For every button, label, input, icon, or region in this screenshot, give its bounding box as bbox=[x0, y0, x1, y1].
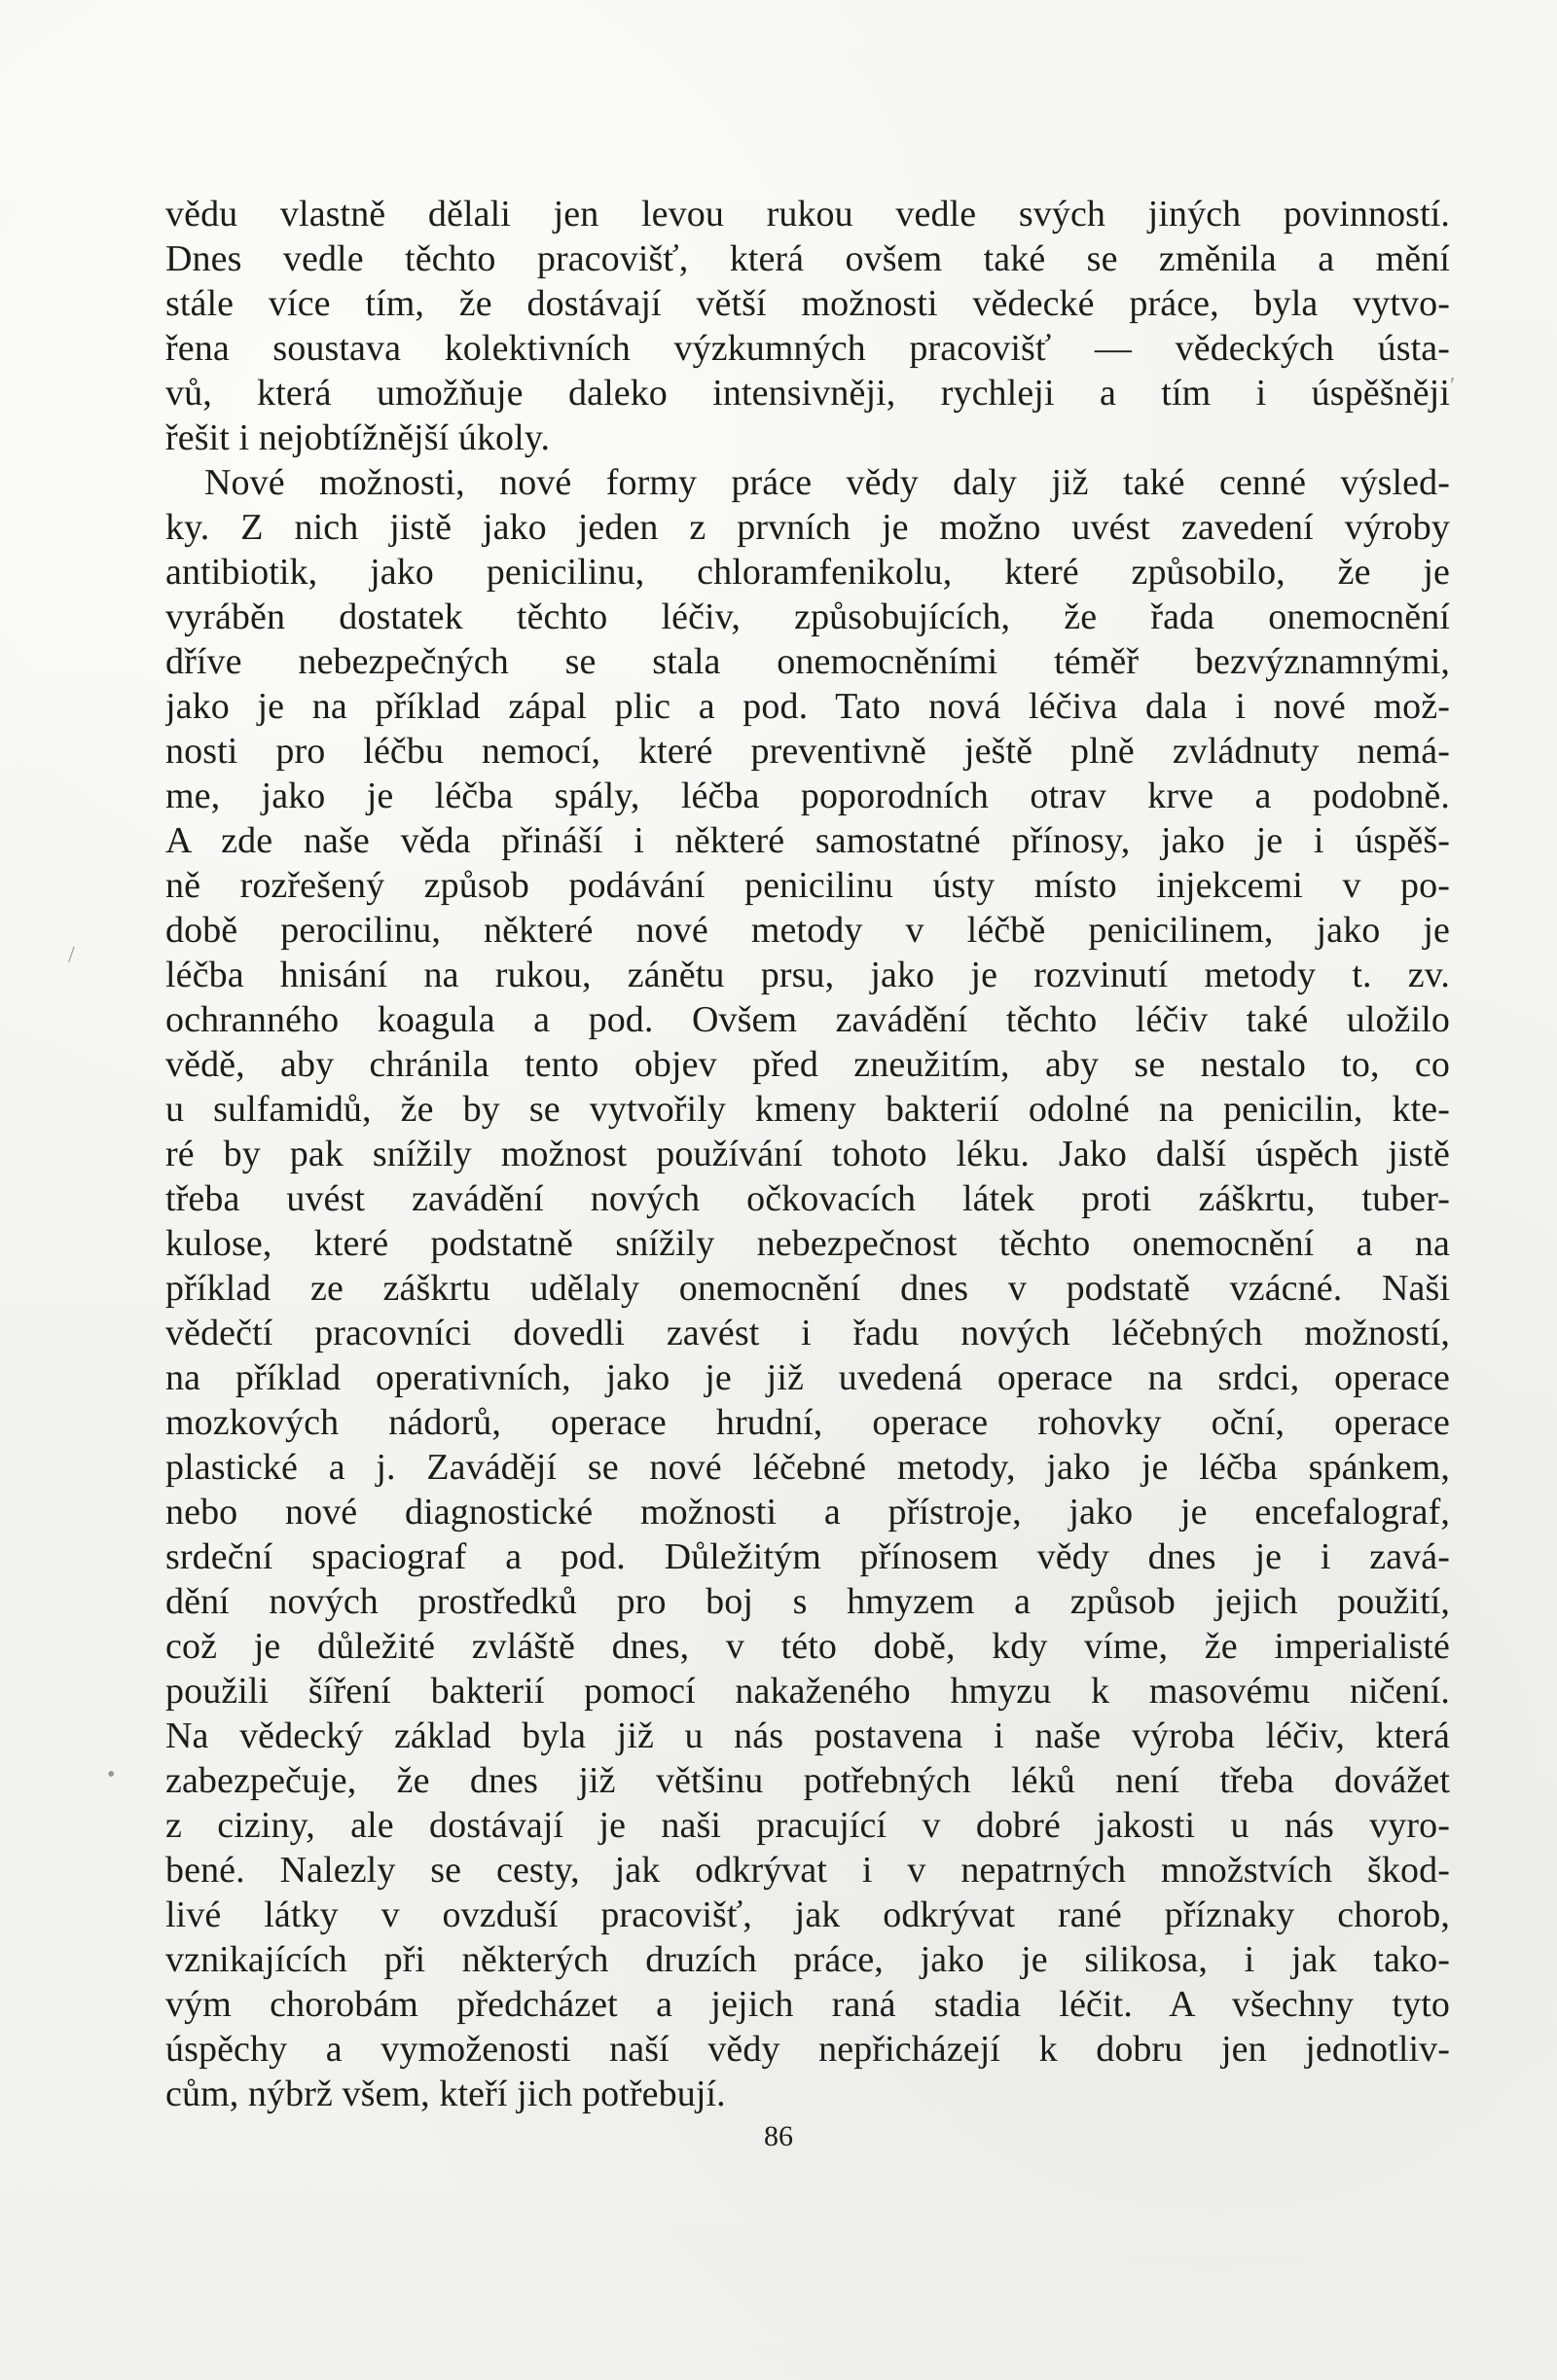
text-line: kulose, které podstatně snížily nebezpečnost těchto onemocnění a na bbox=[165, 1223, 1450, 1264]
text-line: dění nových prostředků pro boj s hmyzem a způsob jejich použití, bbox=[165, 1581, 1450, 1622]
text-line: řešit i nejobtížnější úkoly. bbox=[165, 417, 551, 458]
text-line: nebo nové diagnostické možnosti a přístroje, jako je encefalograf, bbox=[165, 1492, 1450, 1533]
text-line: nosti pro léčbu nemocí, které preventivně ještě plně zvládnuty nemá- bbox=[165, 731, 1450, 772]
text-line: zabezpečuje, že dnes již většinu potřebných léků není třeba dovážet bbox=[165, 1760, 1450, 1801]
text-line: vznikajících při některých druzích práce, jako je silikosa, i jak tako- bbox=[165, 1939, 1450, 1980]
text-line: vým chorobám předcházet a jejich raná stadia léčit. A všechny tyto bbox=[165, 1984, 1450, 2025]
text-line: u sulfamidů, že by se vytvořily kmeny bakterií odolné na penicilin, kte- bbox=[165, 1089, 1450, 1130]
text-line: léčba hnisání na rukou, zánětu prsu, jako je rozvinutí metody t. zv. bbox=[165, 955, 1450, 995]
text-line: což je důležité zvláště dnes, v této době, kdy víme, že imperialisté bbox=[165, 1626, 1450, 1667]
text-line: ochranného koagula a pod. Ovšem zavádění těchto léčiv také uložilo bbox=[165, 999, 1450, 1040]
text-line: vů, která umožňuje daleko intensivněji, rychleji a tím i úspěšněji bbox=[165, 373, 1450, 414]
scan-mark: / bbox=[68, 943, 75, 968]
text-line: Na vědecký základ byla již u nás postavena i naše výroba léčiv, která bbox=[165, 1715, 1450, 1756]
text-line: vyráběn dostatek těchto léčiv, způsobujících, že řada onemocnění bbox=[165, 596, 1450, 637]
text-line: vědě, aby chránila tento objev před zneužitím, aby se nestalo to, co bbox=[165, 1044, 1450, 1085]
text-line: době perocilinu, některé nové metody v léčbě penicilinem, jako je bbox=[165, 910, 1450, 951]
text-line: stále více tím, že dostávají větší možnosti vědecké práce, byla vytvo- bbox=[165, 283, 1450, 324]
text-line: antibiotik, jako penicilinu, chloramfenikolu, které způsobilo, že je bbox=[165, 552, 1450, 593]
text-line: vědečtí pracovníci dovedli zavést i řadu nových léčebných možností, bbox=[165, 1313, 1450, 1353]
text-line: bené. Nalezly se cesty, jak odkrývat i v nepatrných množstvích škod- bbox=[165, 1850, 1450, 1891]
text-line: příklad ze záškrtu udělaly onemocnění dnes v podstatě vzácné. Naši bbox=[165, 1268, 1450, 1309]
text-line: ky. Z nich jistě jako jeden z prvních je možno uvést zavedení výroby bbox=[165, 507, 1450, 548]
body-text bbox=[165, 192, 1450, 2116]
text-line: třeba uvést zavádění nových očkovacích látek proti záškrtu, tuber- bbox=[165, 1178, 1450, 1219]
text-line: srdeční spaciograf a pod. Důležitým přínosem vědy dnes je i zavá- bbox=[165, 1536, 1450, 1577]
text-line: řena soustava kolektivních výzkumných pracovišť — vědeckých ústa- bbox=[165, 328, 1450, 369]
scan-mark: • bbox=[107, 1762, 116, 1787]
text-line: Nové možnosti, nové formy práce vědy daly již také cenné výsled- bbox=[204, 462, 1450, 503]
text-line: mozkových nádorů, operace hrudní, operace rohovky oční, operace bbox=[165, 1402, 1450, 1443]
text-line: cům, nýbrž všem, kteří jich potřebují. bbox=[165, 2073, 726, 2114]
text-line: livé látky v ovzduší pracovišť, jak odkrývat rané příznaky chorob, bbox=[165, 1894, 1450, 1935]
text-line: z ciziny, ale dostávají je naši pracující v dobré jakosti u nás vyro- bbox=[165, 1805, 1450, 1846]
text-line: ré by pak snížily možnost používání tohoto léku. Jako další úspěch jistě bbox=[165, 1134, 1450, 1174]
text-line: ně rozřešený způsob podávání penicilinu ústy místo injekcemi v po- bbox=[165, 865, 1450, 906]
text-line: vědu vlastně dělali jen levou rukou vedle svých jiných povinností. bbox=[165, 194, 1450, 234]
text-line: použili šíření bakterií pomocí nakaženého hmyzu k masovému ničení. bbox=[165, 1671, 1450, 1712]
text-line: me, jako je léčba spály, léčba poporodních otrav krve a podobně. bbox=[165, 775, 1450, 816]
text-line: jako je na příklad zápal plic a pod. Tato nová léčiva dala i nové mož- bbox=[165, 686, 1450, 727]
text-line: A zde naše věda přináší i některé samostatné přínosy, jako je i úspěš- bbox=[165, 820, 1450, 861]
text-line: Dnes vedle těchto pracovišť, která ovšem také se změnila a mění bbox=[165, 238, 1450, 279]
text-line: plastické a j. Zavádějí se nové léčebné metody, jako je léčba spánkem, bbox=[165, 1447, 1450, 1488]
text-line: úspěchy a vymoženosti naší vědy nepřicházejí k dobru jen jednotliv- bbox=[165, 2029, 1450, 2070]
page-number: 86 bbox=[764, 2120, 793, 2152]
text-line: dříve nebezpečných se stala onemocněními téměř bezvýznamnými, bbox=[165, 641, 1450, 682]
scan-mark: ′ bbox=[1450, 374, 1456, 399]
text-line: na příklad operativních, jako je již uvedená operace na srdci, operace bbox=[165, 1357, 1450, 1398]
